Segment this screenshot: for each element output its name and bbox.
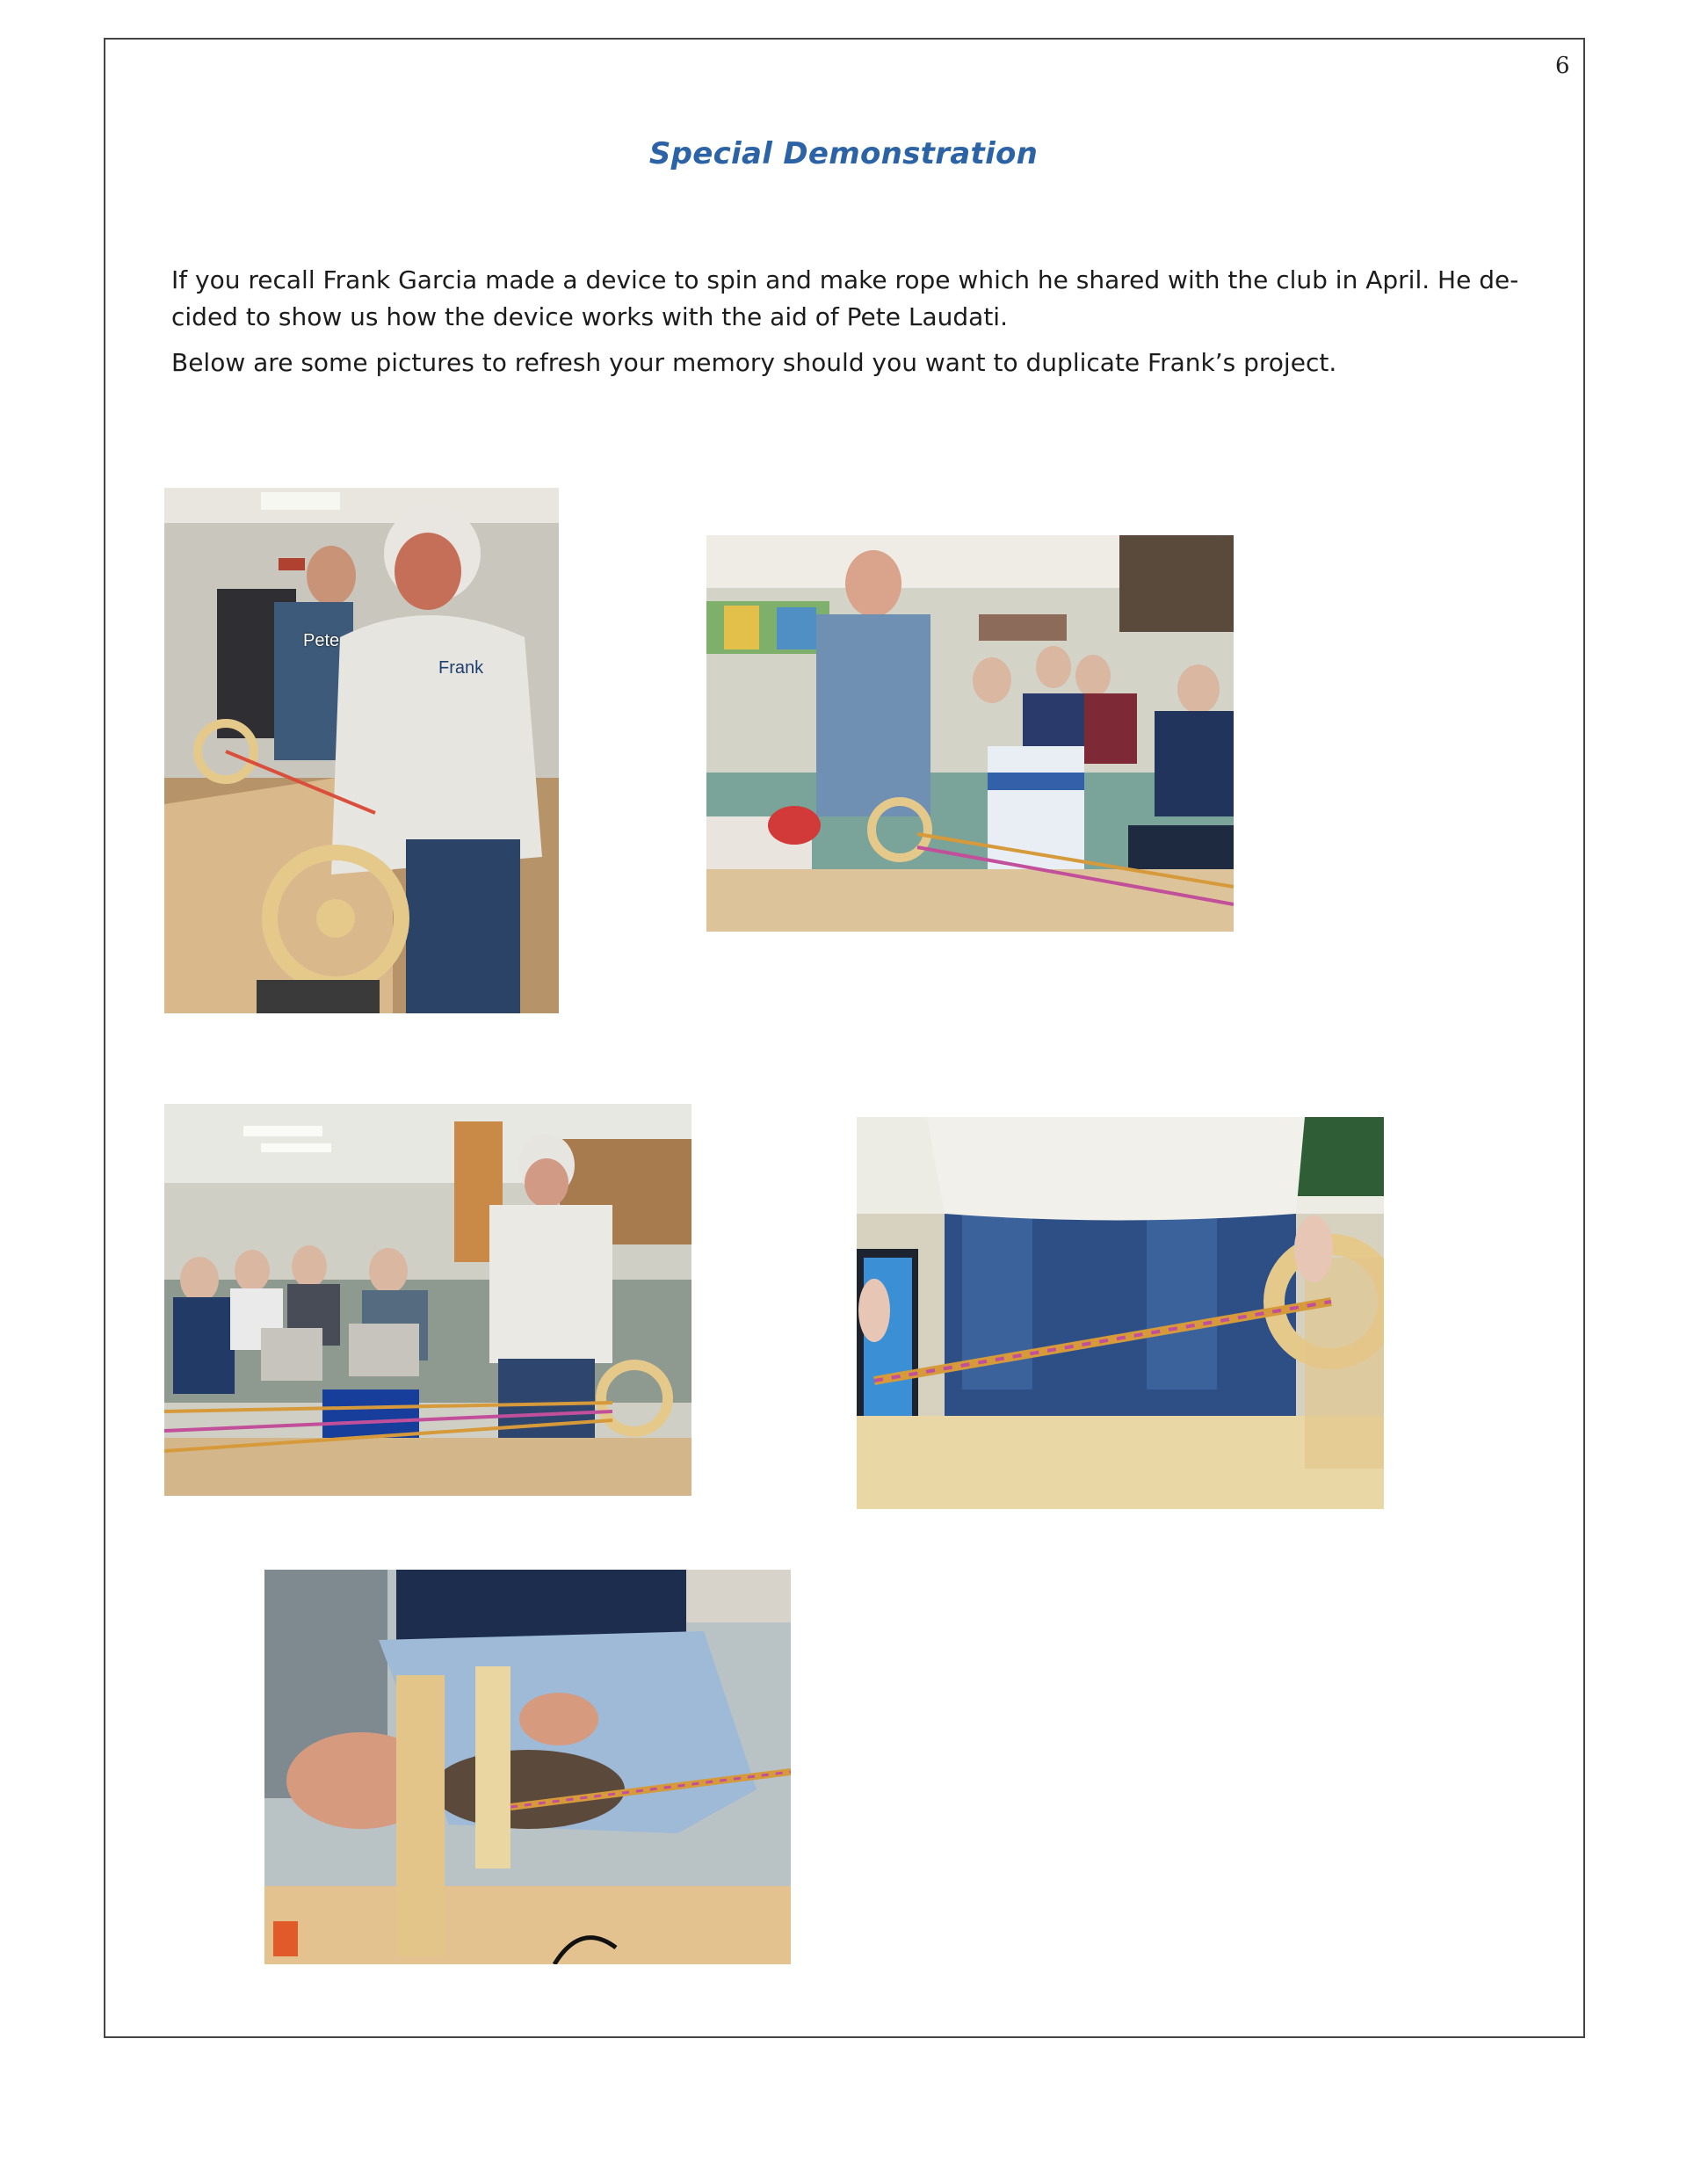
page-number: 6 — [1555, 53, 1570, 79]
label-pete: Pete — [303, 631, 340, 650]
photo-frank-with-audience — [164, 1104, 691, 1496]
paragraph-intro: If you recall Frank Garcia made a device to spin and make rope which he shared with the club in April. He de-cided to show us how the device works with the aid of Pete Laudati. — [171, 265, 1519, 331]
article-body — [171, 262, 1533, 390]
paragraph-pictures: Below are some pictures to refresh your memory should you want to duplicate Frank’s project. — [171, 348, 1337, 377]
photo-frank-and-pete — [164, 488, 559, 1013]
photo-rope-closeup — [857, 1117, 1384, 1509]
page-title: Special Demonstration — [648, 136, 1039, 171]
photo-spinning-head-closeup — [264, 1570, 791, 1964]
label-frank: Frank — [438, 658, 484, 678]
photo-pete-demonstrating — [706, 535, 1234, 932]
